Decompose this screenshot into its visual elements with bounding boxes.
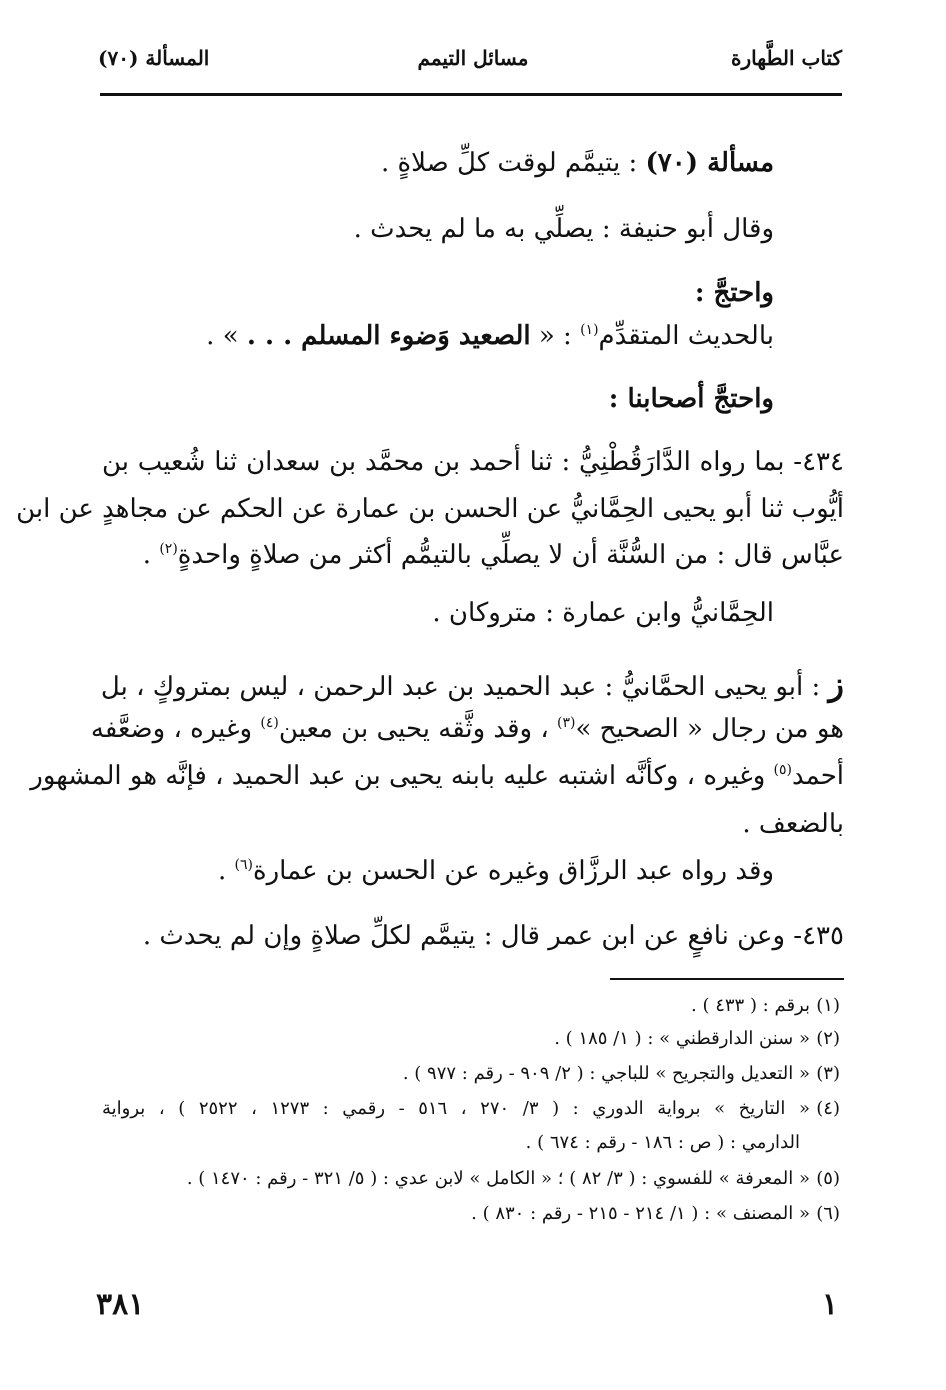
commentary-line-2 (90, 714, 844, 744)
hadith-434-text: عبَّاس قال : من السُّنَّة أن لا يصلِّي بالتيمُّم أكثر من صلاةٍ واحدةٍ (177, 540, 844, 570)
masala-heading: مسألة (٧٠) (645, 148, 774, 178)
hadith-close: » . (206, 321, 247, 351)
footnote-number: (٤) (816, 1098, 840, 1119)
footnote-5 (187, 1170, 840, 1188)
footnote-rule (610, 978, 844, 980)
hadith-quote: الصعيد وَضوء المسلم . . . (246, 321, 531, 351)
masala-text: : يتيمَّم لوقت كلِّ صلاةٍ . (381, 148, 646, 178)
hadith-434-end: . (142, 540, 160, 570)
footnote-ref-1[interactable]: (١) (580, 322, 599, 338)
running-head-chapter: مسائل التيمم (417, 46, 529, 70)
matruk-line: الحِمَّانيُّ وابن عمارة : متروكان . (432, 598, 774, 628)
signature-mark: ١ (821, 1287, 838, 1322)
commentary-text-2c: وغيره ، وضعَّفه (90, 714, 261, 744)
commentary-line-3 (30, 761, 844, 791)
commentary-line-4: بالضعف . (742, 809, 844, 839)
footnote-ref-5[interactable]: (٥) (773, 762, 793, 778)
footnote-ref-4[interactable]: (٤) (260, 715, 279, 731)
footnote-text: « المصنف » : ( ١/ ٢١٤ - ٢١٥ - رقم : ٨٣٠ ) . (471, 1203, 810, 1224)
footnote-text: « المعرفة » للفسوي : ( ٣/ ٨٢ ) ؛ « الكامل » لابن عدي : ( ٥/ ٣٢١ - رقم : ١٤٧٠ ) . (186, 1168, 810, 1189)
hadith-intro: بالحديث المتقدِّم (598, 321, 774, 351)
hadith-line (206, 323, 774, 349)
footnote-number: (١) (816, 995, 840, 1016)
footnote-4 (102, 1100, 840, 1118)
hadith-434-line-2: أيُّوب ثنا أبو يحيى الحِمَّانيُّ عن الحسن بن عمارة عن الحكم عن مجاهدٍ عن ابن (16, 494, 844, 524)
footnote-text: برقم : ( ٤٣٣ ) . (691, 995, 810, 1016)
footnote-number: (٣) (816, 1063, 840, 1084)
ashab-heading: واحتجَّ أصحابنا : (608, 384, 774, 414)
page-number: ٣٨١ (96, 1287, 145, 1322)
footnote-2 (554, 1030, 840, 1048)
running-head-book: كتاب الطَّهارة (731, 46, 842, 70)
footnote-text: « التعديل والتجريح » للباجي : ( ٢/ ٩٠٩ - رقم : ٩٧٧ ) . (402, 1063, 810, 1084)
footnote-ref-2[interactable]: (٢) (159, 541, 178, 557)
razzaq-end: . (217, 856, 235, 886)
hadith-435-line: ٤٣٥- وعن نافعٍ عن ابن عمر قال : يتيمَّم لكلِّ صلاةٍ وإن لم يحدث . (142, 921, 844, 951)
commentary-text-3b: وغيره ، وكأنَّه اشتبه عليه بابنه يحيى بن عبد الحميد ، فإنَّه هو المشهور (30, 761, 774, 791)
commentary-text-2a: هو من رجال « الصحيح » (575, 714, 844, 744)
commentary-text-3a: أحمد (792, 761, 844, 791)
hadith-434-line-3 (143, 542, 844, 568)
footnote-number: (٢) (816, 1028, 840, 1049)
commentary-text-1: : أبو يحيى الحمَّانيُّ : عبد الحميد بن عبد الرحمن ، ليس بمتروكٍ ، بل (100, 672, 829, 702)
footnote-text: « التاريخ » برواية الدوري : ( ٣/ ٢٧٠ ، ٥١٦ - رقمي : ١٢٧٣ ، ٢٥٢٢ ) ، برواية (102, 1098, 810, 1119)
running-head-issue: المسألة (٧٠) (98, 46, 210, 70)
razzaq-text: وقد رواه عبد الرزَّاق وغيره عن الحسن بن عمارة (252, 856, 774, 886)
header-rule (100, 93, 842, 96)
razzaq-line (218, 858, 774, 884)
commentary-line-1 (100, 665, 844, 703)
footnote-ref-6[interactable]: (٦) (234, 857, 253, 873)
footnote-ref-3[interactable]: (٣) (556, 715, 576, 731)
footnote-6 (471, 1205, 840, 1223)
hadith-colon: : « (530, 321, 581, 351)
hadith-434-line-1: ٤٣٤- بما رواه الدَّارَقُطْنِيُّ : ثنا أحمد بن محمَّد بن سعدان ثنا شُعيب بن (102, 447, 844, 477)
footnote-text: « سنن الدارقطني » : ( ١/ ١٨٥ ) . (554, 1028, 810, 1049)
footnote-1 (691, 997, 840, 1015)
commentary-text-2b: ، وقد وثَّقه يحيى بن معين (278, 714, 557, 744)
footnote-number: (٥) (816, 1168, 840, 1189)
masala-line (381, 150, 774, 176)
footnote-4-continuation: الدارمي : ( ص : ١٨٦ - رقم : ٦٧٤ ) . (525, 1132, 800, 1153)
hanifa-line: وقال أبو حنيفة : يصلِّي به ما لم يحدث . (353, 214, 774, 244)
footnote-number: (٦) (816, 1203, 840, 1224)
commentary-symbol: ز (828, 665, 844, 703)
ihtajja-heading: واحتجَّ : (694, 278, 774, 308)
footnote-3 (403, 1065, 840, 1083)
